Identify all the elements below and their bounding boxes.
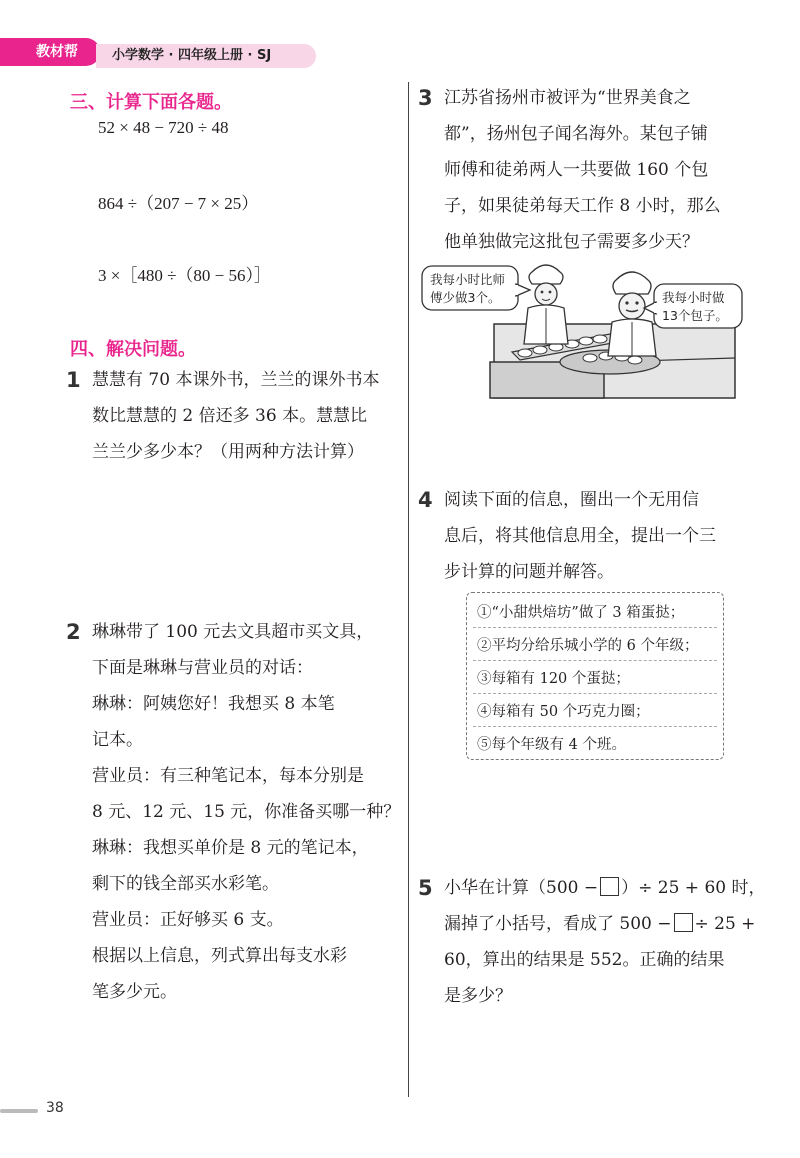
footer-bar <box>0 1109 38 1113</box>
bubble-left-line: 傅少做3个。 <box>430 290 501 305</box>
header-subtitle: 小学数学 · 四年级上册 · SJ <box>96 44 316 68</box>
q2-line: 剩下的钱全部买水彩笔。 <box>92 874 279 894</box>
info-item: ④每箱有 50 个巧克力圈； <box>477 704 650 720</box>
master-chef <box>608 272 656 356</box>
q3-line: 他单独做完这批包子需要多少天？ <box>444 232 699 252</box>
q2-line: 琳琳：阿姨您好！我想买 8 本笔 <box>92 694 335 714</box>
q5-line-2 <box>444 906 754 942</box>
q1-line: 数比慧慧的 2 倍还多 36 本。慧慧比 <box>92 406 368 426</box>
q2-line: 琳琳带了 100 元去文具超市买文具， <box>92 622 374 642</box>
q5-text-segment: ）÷ 25 + 60 时， <box>621 878 766 898</box>
info-item: ①“小甜烘焙坊”做了 3 箱蛋挞； <box>477 605 685 621</box>
q5-line-1 <box>444 870 766 906</box>
section3-title: 三、计算下面各题。 <box>70 92 232 113</box>
blank-box <box>600 877 619 896</box>
q3-line: 师傅和徒弟两人一共要做 160 个包 <box>444 160 709 180</box>
q5-line-3: 60，算出的结果是 552。正确的结果 <box>444 950 725 970</box>
info-item: ②平均分给乐城小学的 6 个年级； <box>477 638 699 654</box>
info-item: ③每箱有 120 个蛋挞； <box>477 671 630 687</box>
bubble-right-line: 我每小时做 <box>662 290 725 305</box>
q2-line: 根据以上信息，列式算出每支水彩 <box>92 946 347 966</box>
q1-line: 慧慧有 70 本课外书，兰兰的课外书本 <box>92 370 380 390</box>
q2-line: 营业员：正好够买 6 支。 <box>92 910 284 930</box>
q2-line: 笔多少元。 <box>92 982 177 1002</box>
section4-title: 四、解决问题。 <box>70 339 196 360</box>
expression-2: 864 ÷（207 − 7 × 25） <box>98 194 259 213</box>
q3-line: 子，如果徒弟每天工作 8 小时，那么 <box>444 196 721 216</box>
column-divider <box>408 82 409 1097</box>
q4-line: 息后，将其他信息用全，提出一个三 <box>444 526 716 546</box>
q4-line: 步计算的问题并解答。 <box>444 562 614 582</box>
q2-line: 记本。 <box>92 730 143 750</box>
bubble-right-line: 13个包子。 <box>662 308 728 323</box>
q1-line: 兰兰少多少本？（用两种方法计算） <box>92 442 364 462</box>
q1-text <box>92 362 394 470</box>
q2-line: 琳琳：我想买单价是 8 元的笔记本， <box>92 838 369 858</box>
q1-number: 1 <box>66 368 81 392</box>
page-number: 38 <box>46 1100 64 1116</box>
expression-1: 52 × 48 − 720 ÷ 48 <box>98 118 229 137</box>
bakery-illustration <box>420 262 750 412</box>
q4-line: 阅读下面的信息，圈出一个无用信 <box>444 490 699 510</box>
q5-text-segment: ÷ 25 + <box>694 914 756 934</box>
q3-line: 江苏省扬州市被评为“世界美食之 <box>444 88 691 108</box>
q5-text-segment: 小华在计算（500 − <box>444 878 599 898</box>
q5-text <box>444 870 766 1014</box>
info-item: ⑤每个年级有 4 个班。 <box>477 737 626 753</box>
apprentice-chef <box>524 265 568 344</box>
page-header <box>0 38 800 72</box>
q5-line-4: 是多少？ <box>444 986 512 1006</box>
q3-number: 3 <box>418 86 433 110</box>
q3-line: 都”，扬州包子闻名海外。某包子铺 <box>444 124 708 144</box>
q2-line: 下面是琳琳与营业员的对话： <box>92 658 313 678</box>
q4-number: 4 <box>418 488 433 512</box>
q5-number: 5 <box>418 876 433 900</box>
expression-3: 3 ×［480 ÷（80 − 56）］ <box>98 266 272 285</box>
q2-text <box>92 614 400 1010</box>
q3-text <box>444 80 748 260</box>
bubble-left-line: 我每小时比师 <box>430 272 506 287</box>
blank-box <box>674 913 693 932</box>
info-box <box>466 592 724 760</box>
q2-line: 8 元、12 元、15 元，你准备买哪一种？ <box>92 802 401 822</box>
q4-text <box>444 482 748 590</box>
q2-number: 2 <box>66 620 81 644</box>
header-tag: 教材帮 <box>0 38 100 66</box>
q5-text-segment: 漏掉了小括号，看成了 500 − <box>444 914 672 934</box>
q2-line: 营业员：有三种笔记本，每本分别是 <box>92 766 364 786</box>
